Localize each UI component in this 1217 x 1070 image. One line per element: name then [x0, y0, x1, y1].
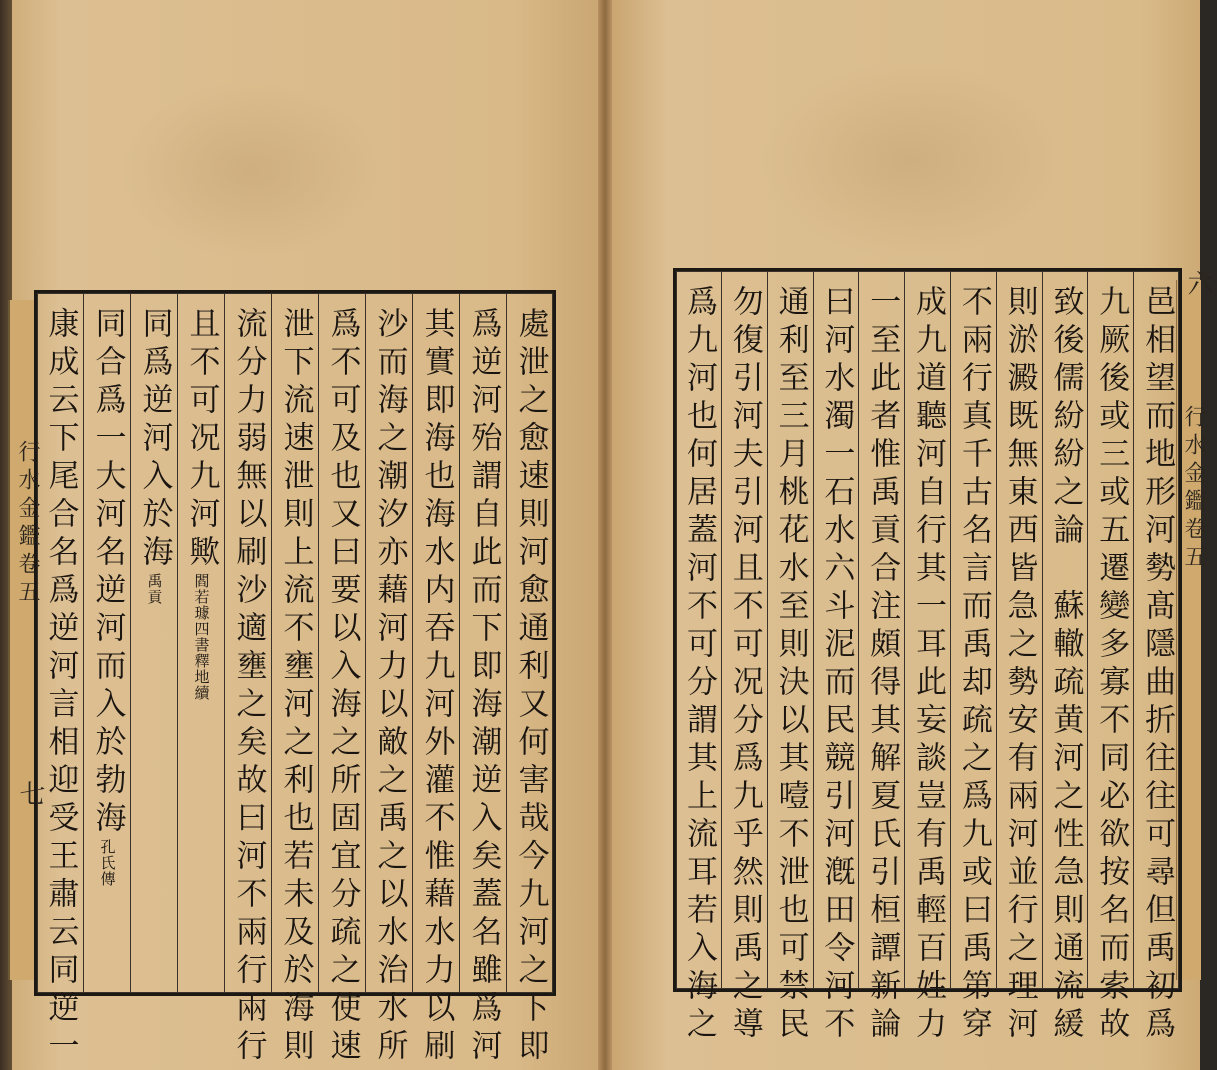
text-column [1087, 271, 1133, 1045]
right-text-frame [673, 268, 1182, 1045]
paper-stain [120, 80, 380, 260]
column-text: 同爲逆河入於海 [136, 307, 173, 573]
text-column [676, 271, 721, 1045]
text-column [996, 271, 1042, 1045]
text-column [506, 293, 553, 1067]
column-text: 曰河水濁一石水六斗泥而民競引河漑田令河不 [818, 285, 855, 1045]
text-column [813, 271, 859, 1045]
text-column [271, 293, 318, 1067]
column-text: 泄下流速泄則上流不壅河之利也若未及於海則 [277, 307, 314, 1067]
left-text-frame [34, 290, 556, 1067]
text-column [1042, 271, 1088, 1045]
column-text: 處泄之愈速則河愈通利又何害哉今九河之下即 [512, 307, 549, 1067]
text-column [318, 293, 365, 1067]
column-text: 流分力弱無以刷沙適壅之矣故曰河不兩行兩行 [230, 307, 267, 1067]
text-column [365, 293, 412, 1067]
text-column [858, 271, 904, 1045]
annotation-note: 孔氏傳 [98, 839, 117, 887]
folio-number-left: 七 [15, 780, 45, 806]
text-column [459, 293, 506, 1067]
column-text: 九厥後或三或五遷變多寡不同必欲按名而索故 [1093, 285, 1130, 1045]
column-text: 爲逆河殆謂自此而下即海潮逆入矣蓋名雖爲河 [465, 307, 502, 1067]
annotation-note: 閻若璩四書釋地續 [192, 573, 211, 701]
column-text: 致後儒紛紛之論 蘇轍疏黄河之性急則通流緩 [1047, 285, 1084, 1045]
column-text: 沙而海之潮汐亦藉河力以敵之禹之以水治水所 [371, 307, 408, 1067]
column-text: 不兩行真千古名言而禹却疏之爲九或曰禹第穿 [955, 285, 992, 1045]
spine-title-left: 行水金鑑卷五 [15, 440, 40, 608]
right-columns [676, 271, 1179, 1045]
column-text: 邑相望而地形河勢髙隱曲折往往可尋但禹初爲 [1139, 285, 1176, 1045]
column-text: 爲不可及也又曰要以入海之所固宜分疏之使速 [324, 307, 361, 1067]
column-text: 則淤澱既無東西皆急之勢安有兩河並行之理河 [1001, 285, 1038, 1045]
text-column [177, 293, 224, 993]
spine-title-right: 行水金鑑卷五 [1181, 405, 1206, 573]
paper-stain [760, 60, 1060, 260]
text-column [950, 271, 996, 1045]
column-text: 成九道聽河自行其一耳此妄談豈有禹輕百姓力 [910, 285, 947, 1045]
left-page-fold-tab [8, 300, 37, 980]
folio-number-right: 六 [1183, 270, 1213, 296]
column-text: 通利至三月桃花水至則決以其噎不泄也可禁民 [772, 285, 809, 1045]
left-columns [37, 293, 553, 1067]
text-column [904, 271, 950, 1045]
text-column [224, 293, 271, 1067]
column-text: 勿復引河夫引河且不可况分爲九乎然則禹之導 [726, 285, 763, 1045]
column-text: 康成云下尾合名爲逆河言相迎受王肅云同逆一 [42, 307, 79, 1067]
book-gutter [598, 0, 612, 1070]
text-column [721, 271, 767, 1045]
text-column [83, 293, 130, 993]
column-text: 且不可况九河歟 [183, 307, 220, 573]
column-text: 一至此者惟禹貢合注頗得其解夏氏引桓譚新論 [864, 285, 901, 1045]
text-column [130, 293, 177, 993]
annotation-note: 禹貢 [145, 573, 164, 605]
text-column [412, 293, 459, 1067]
text-column [1133, 271, 1179, 1045]
text-column [37, 293, 83, 1067]
column-text: 爲九河也何居蓋河不可分謂其上流耳若入海之 [680, 285, 717, 1045]
column-text: 同合爲一大河名逆河而入於勃海 [89, 307, 126, 839]
text-column [767, 271, 813, 1045]
column-text: 其實即海也海水内吞九河外灌不惟藉水力以刷 [418, 307, 455, 1067]
